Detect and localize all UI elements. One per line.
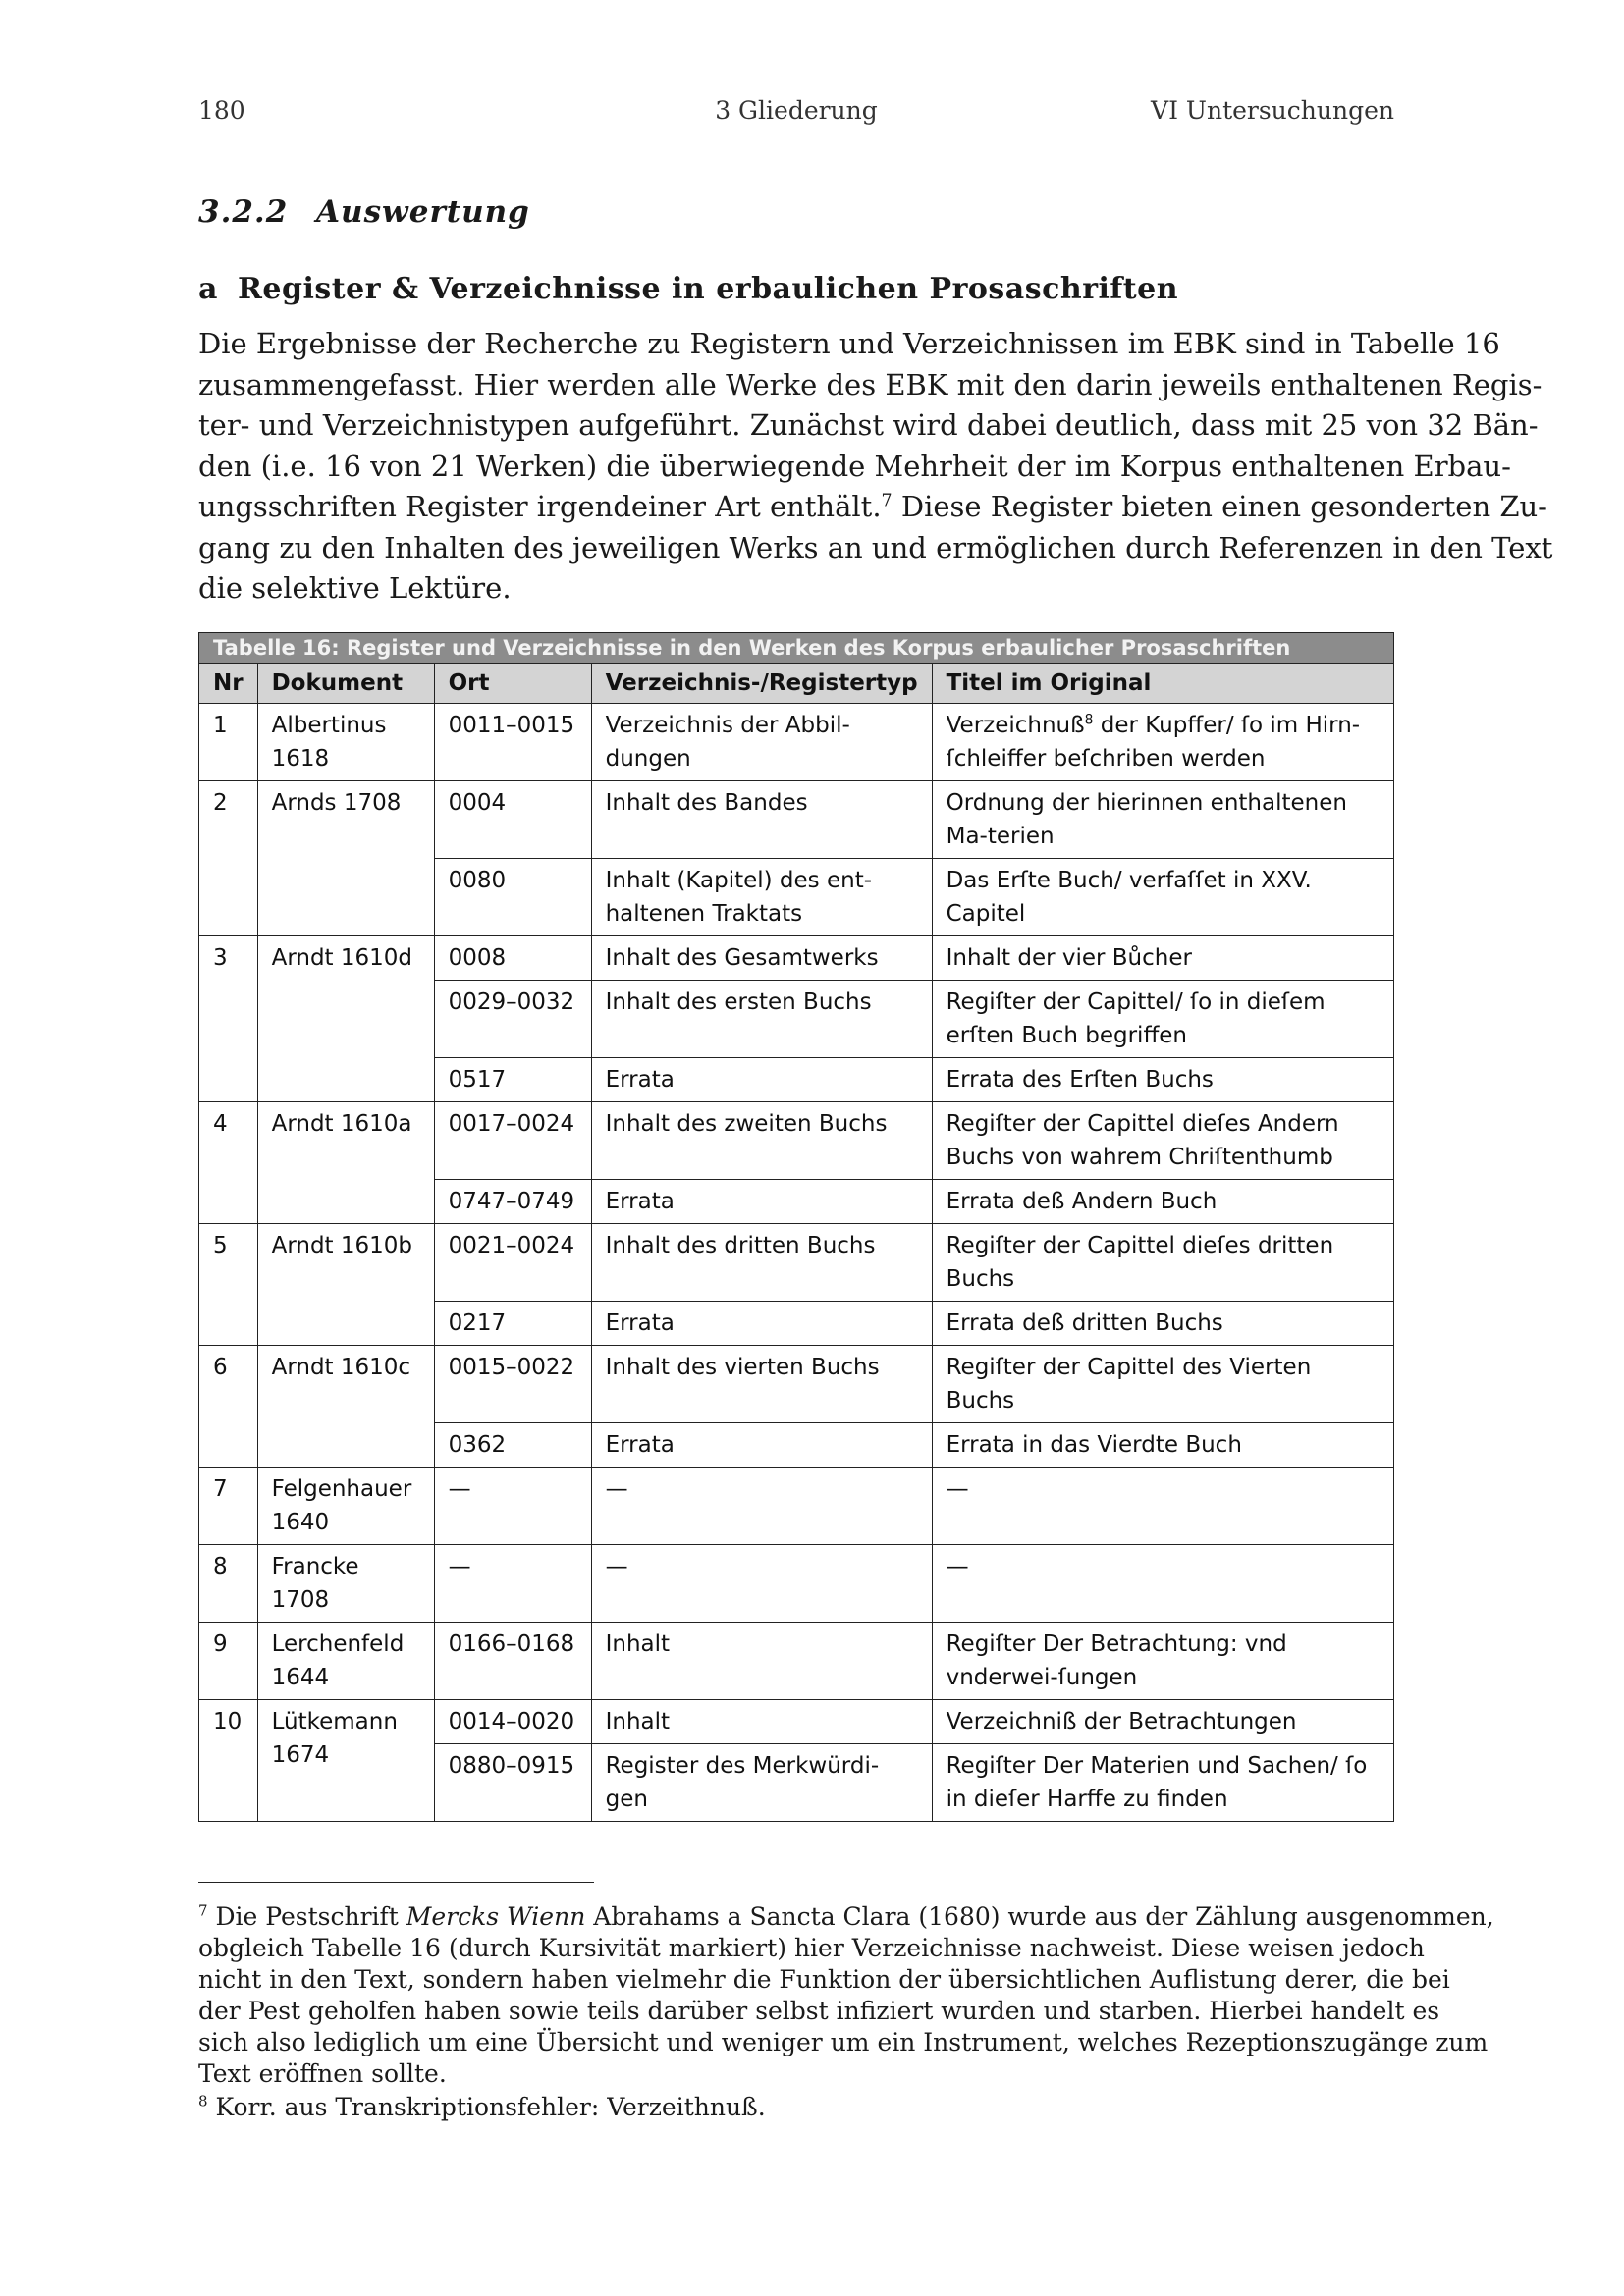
cell-titel: Errata deß dritten Buchs (932, 1302, 1393, 1346)
cell-dokument: Arndt 1610d (257, 936, 434, 1102)
cell-typ: Errata (591, 1180, 932, 1224)
footnote-separator (198, 1882, 594, 1883)
body-line: den (i.e. 16 von 21 Werken) die überwiegende Mehrheit der im Korpus enthaltenen Erbau- (198, 449, 1511, 483)
cell-ort: — (434, 1545, 591, 1623)
cell-ort: 0017–0024 (434, 1102, 591, 1180)
cell-nr: 5 (199, 1224, 258, 1346)
cell-titel: — (932, 1468, 1393, 1545)
cell-ort: 0008 (434, 936, 591, 981)
body-line: Die Ergebnisse der Recherche zu Registern und Verzeichnissen im EBK sind in Tabelle 16 (198, 327, 1500, 360)
register-table (198, 632, 1394, 1822)
footnote-line (198, 1901, 1494, 1933)
cell-titel: — (932, 1545, 1393, 1623)
cell-ort: 0747–0749 (434, 1180, 591, 1224)
cell-ort: 0004 (434, 781, 591, 859)
cell-dokument: Arndt 1610b (257, 1224, 434, 1346)
cell-dokument: Lütkemann 1674 (257, 1700, 434, 1822)
cell-typ: — (591, 1468, 932, 1545)
cell-text: Verzeichnuß (946, 713, 1085, 738)
table-caption-row (199, 633, 1394, 664)
cell-dokument: Francke 1708 (257, 1545, 434, 1623)
column-header-dokument: Dokument (257, 664, 434, 704)
paragraph-letter: a (198, 272, 218, 306)
cell-typ: Inhalt (Kapitel) des ent-haltenen Traktats (591, 859, 932, 936)
cell-titel: Regiſter Der Materien und Sachen/ ſo in dieſer Harffe zu finden (932, 1744, 1393, 1822)
cell-titel: Regiſter der Capittel des Vierten Buchs (932, 1346, 1393, 1423)
table-row (199, 936, 1394, 981)
cell-typ: — (591, 1545, 932, 1623)
footnote-mark: 8 (198, 2092, 208, 2110)
cell-ort: 0011–0015 (434, 704, 591, 781)
table-row (199, 1346, 1394, 1423)
table-row (199, 781, 1394, 859)
cell-typ: Inhalt des Gesamtwerks (591, 936, 932, 981)
cell-nr: 6 (199, 1346, 258, 1468)
body-text: Diese Register bieten einen gesonderten Zu- (892, 490, 1547, 523)
cell-titel: Errata in das Vierdte Buch (932, 1423, 1393, 1468)
cell-typ: Register des Merkwürdi-gen (591, 1744, 932, 1822)
cell-ort: 0362 (434, 1423, 591, 1468)
paragraph-heading (198, 272, 1178, 306)
chapter-title: 3 Gliederung (715, 96, 878, 125)
cell-titel: Regiſter der Capittel dieſes Andern Buchs von wahrem Chriſtenthumb (932, 1102, 1393, 1180)
column-header-typ: Verzeichnis-/Registertyp (591, 664, 932, 704)
work-title: Mercks Wienn (406, 1902, 586, 1931)
page-number: 180 (198, 96, 245, 125)
footnote-line (198, 2092, 1394, 2123)
cell-nr: 7 (199, 1468, 258, 1545)
footnote-text: Die Pestschrift (207, 1902, 406, 1931)
cell-titel: Verzeichniß der Betrachtungen (932, 1700, 1393, 1744)
footnote-7 (198, 1901, 1494, 2090)
cell-titel: Errata deß Andern Buch (932, 1180, 1393, 1224)
subsection-number: 3.2.2 (198, 194, 289, 230)
subsection-heading (198, 194, 530, 230)
cell-typ: Inhalt (591, 1623, 932, 1700)
cell-ort: 0217 (434, 1302, 591, 1346)
cell-typ: Errata (591, 1058, 932, 1102)
cell-ort: 0014–0020 (434, 1700, 591, 1744)
cell-typ: Inhalt des vierten Buchs (591, 1346, 932, 1423)
cell-typ: Inhalt des zweiten Buchs (591, 1102, 932, 1180)
footnote-line: der Pest geholfen haben sowie teils darüber selbst infiziert wurden und starben. Hierbei handelt es (198, 1997, 1440, 2025)
cell-ort: 0517 (434, 1058, 591, 1102)
cell-nr: 8 (199, 1545, 258, 1623)
cell-ort: 0880–0915 (434, 1744, 591, 1822)
footnote-text: Korr. aus Transkriptionsfehler: Verzeithnuß. (207, 2093, 766, 2121)
cell-typ: Verzeichnis der Abbil-dungen (591, 704, 932, 781)
cell-ort: — (434, 1468, 591, 1545)
cell-titel: Inhalt der vier Bůcher (932, 936, 1393, 981)
cell-titel: Das Erſte Buch/ verfaſſet in XXV. Capitel (932, 859, 1393, 936)
table-row (199, 1623, 1394, 1700)
cell-dokument: Arndt 1610c (257, 1346, 434, 1468)
cell-ort: 0080 (434, 859, 591, 936)
cell-text: der Kupffer/ ſo im Hirn-ſchleiffer beſchriben werden (946, 713, 1361, 772)
cell-ort: 0021–0024 (434, 1224, 591, 1302)
paragraph-title: Register & Verzeichnisse in erbaulichen Prosaschriften (238, 272, 1179, 306)
table-row (199, 1700, 1394, 1744)
cell-titel: Ordnung der hierinnen enthaltenen Ma-terien (932, 781, 1393, 859)
footnote-line: nicht in den Text, sondern haben vielmehr die Funktion der übersichtlichen Auflistung derer, die bei (198, 1965, 1450, 1994)
subsection-title: Auswertung (316, 194, 530, 230)
cell-titel: Regiſter der Capittel/ ſo in dieſem erſten Buch begriffen (932, 981, 1393, 1058)
table-caption: Tabelle 16: Register und Verzeichnisse in den Werken des Korpus erbaulicher Prosaschriften (199, 633, 1394, 664)
body-line: die selektive Lektüre. (198, 571, 512, 605)
cell-titel (932, 704, 1393, 781)
cell-nr: 2 (199, 781, 258, 936)
cell-nr: 4 (199, 1102, 258, 1224)
body-text: ungsschriften Register irgendeiner Art enthält. (198, 490, 882, 523)
footnote-ref-8[interactable]: 8 (1084, 712, 1094, 728)
cell-titel: Regiſter der Capittel dieſes dritten Buchs (932, 1224, 1393, 1302)
body-line (198, 487, 1547, 528)
section-title: VI Untersuchungen (1151, 96, 1394, 125)
body-line: zusammengefasst. Hier werden alle Werke des EBK mit den darin jeweils enthaltenen Regis- (198, 367, 1543, 401)
cell-nr: 3 (199, 936, 258, 1102)
column-header-ort: Ort (434, 664, 591, 704)
cell-typ: Inhalt (591, 1700, 932, 1744)
cell-typ: Errata (591, 1423, 932, 1468)
footnote-line: obgleich Tabelle 16 (durch Kursivität markiert) hier Verzeichnisse nachweist. Diese weisen jedoch (198, 1934, 1425, 1962)
table-row (199, 1545, 1394, 1623)
body-line: ter- und Verzeichnistypen aufgeführt. Zunächst wird dabei deutlich, dass mit 25 von 32 Bän- (198, 408, 1539, 442)
cell-titel: Errata des Erſten Buchs (932, 1058, 1393, 1102)
cell-ort: 0166–0168 (434, 1623, 591, 1700)
table-header-row (199, 664, 1394, 704)
footnote-ref-7[interactable]: 7 (881, 491, 893, 511)
cell-nr: 10 (199, 1700, 258, 1822)
table-row (199, 1224, 1394, 1302)
table-row (199, 1102, 1394, 1180)
cell-dokument: Albertinus 1618 (257, 704, 434, 781)
footnote-mark: 7 (198, 1901, 208, 1920)
running-header (198, 96, 1394, 132)
cell-nr: 1 (199, 704, 258, 781)
cell-typ: Inhalt des dritten Buchs (591, 1224, 932, 1302)
footnote-line: sich also lediglich um eine Übersicht und weniger um ein Instrument, welches Rezeptionszugänge zum (198, 2028, 1489, 2056)
table-row (199, 704, 1394, 781)
cell-typ: Inhalt des Bandes (591, 781, 932, 859)
cell-dokument: Arnds 1708 (257, 781, 434, 936)
cell-dokument: Felgenhauer 1640 (257, 1468, 434, 1545)
cell-typ: Inhalt des ersten Buchs (591, 981, 932, 1058)
footnote-8 (198, 2092, 1394, 2123)
cell-typ: Errata (591, 1302, 932, 1346)
table-row (199, 1468, 1394, 1545)
cell-dokument: Lerchenfeld 1644 (257, 1623, 434, 1700)
footnote-line: Text eröffnen sollte. (198, 2059, 447, 2088)
footnote-text: Abrahams a Sancta Clara (1680) wurde aus der Zählung ausgenommen, (585, 1902, 1494, 1931)
cell-nr: 9 (199, 1623, 258, 1700)
cell-ort: 0029–0032 (434, 981, 591, 1058)
column-header-titel: Titel im Original (932, 664, 1393, 704)
cell-titel: Regiſter Der Betrachtung: vnd vnderwei-ſungen (932, 1623, 1393, 1700)
cell-ort: 0015–0022 (434, 1346, 591, 1423)
column-header-nr: Nr (199, 664, 258, 704)
body-line: gang zu den Inhalten des jeweiligen Werks an und ermöglichen durch Referenzen in den Text (198, 530, 1553, 564)
cell-dokument: Arndt 1610a (257, 1102, 434, 1224)
body-paragraph (198, 324, 1553, 610)
